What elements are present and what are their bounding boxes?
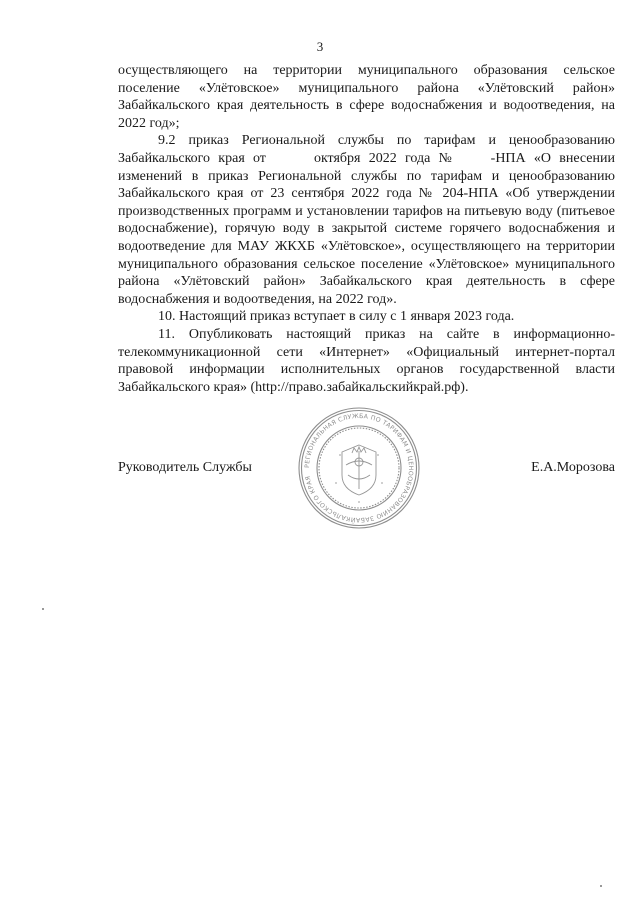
paragraph-item-11: 11. Опубликовать настоящий приказ на сайте в информационно-телекоммуникационной сети «Интернет» «Официальный интернет-портал правовой информации исполнительных органов государственной власти Забайкальского края» (http://право.забайкальскийкрай.рф). xyxy=(118,326,615,395)
page-number: 3 xyxy=(316,39,324,54)
coat-of-arms-emblem xyxy=(342,445,376,495)
signatory-title: Руководитель Службы xyxy=(118,460,252,475)
scan-speck xyxy=(600,885,602,887)
svg-text:РЕГИОНАЛЬНАЯ СЛУЖБА ПО ТАРИФАМ: РЕГИОНАЛЬНАЯ СЛУЖБА ПО ТАРИФАМ И ЦЕНООБРАЗОВАНИЮ ЗАБАЙКАЛЬСКОГО КРАЯ xyxy=(303,412,415,524)
paragraph-continuation: осуществляющего на территории муниципального образования сельское поселение «Улётовское» муниципального района «Улётовский район» Забайкальского края деятельность в сфере водоснабжения и водоотведения, на 2022 год»; xyxy=(118,63,615,131)
official-seal-stamp xyxy=(296,405,422,531)
paragraph-item-10: 10. Настоящий приказ вступает в силу с 1 января 2023 года. xyxy=(158,309,515,325)
paragraph-item-9-2 xyxy=(118,132,615,308)
item-9-2-text-start: 9.2 приказ Региональной службы по тарифам и ценообразованию Забайкальского края от xyxy=(118,133,615,166)
scan-speck xyxy=(42,608,44,610)
signatory-name: Е.А.Морозова xyxy=(531,460,615,475)
item-9-2-text-date: октября 2022 года № xyxy=(313,150,457,166)
item-9-2-text-rest: -НПА «О внесении изменений в приказ Региональной службы по тарифам и ценообразованию Забайкальского края от 23 сентября 2022 года № 204-НПА «Об утверждении производственных программ и установлении тарифов на питьевую воду (питьевое водоснабжение), горячую воду в закрытой системе горячего водоснабжения и водоотведение для МАУ ЖКХБ «Улётовское», осуществляющего на территории муниципального образования сельское поселение «Улётовское» муниципального района «Улётовский район» Забайкальского края деятельность в сфере водоснабжения и водоотведения, на 2022 год». xyxy=(118,150,615,307)
document-body xyxy=(118,62,615,396)
